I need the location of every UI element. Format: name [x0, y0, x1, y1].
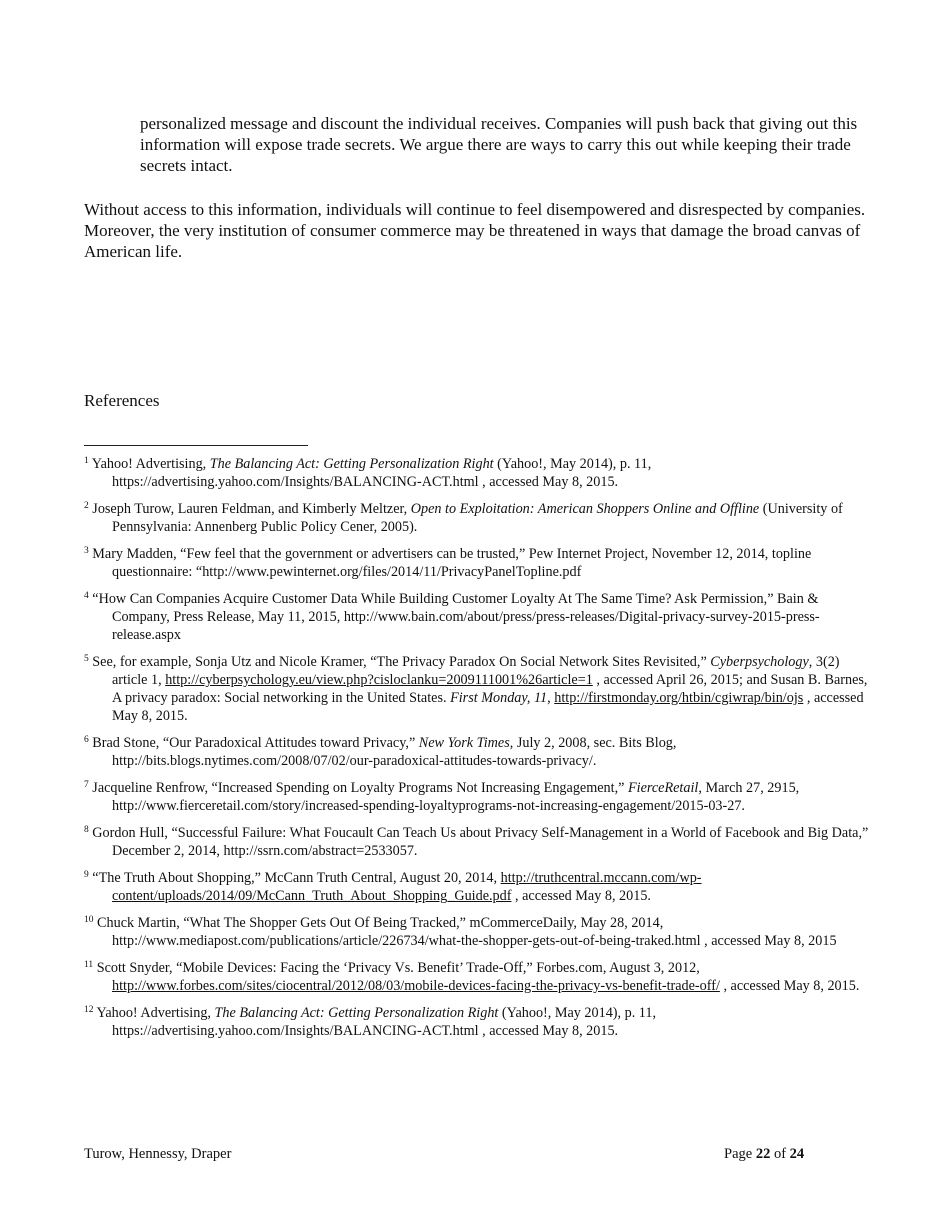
footnote-number: 5: [84, 654, 89, 664]
footnote-separator: [84, 445, 308, 446]
footnote-8: $^8$ Gordon Hull, “Successful Failure: What Foucault Can Teach Us about Privacy Self-Management in a World of Facebook and Big Data,” December 2, 2014, http://ssrn.com/abstract=2533057.: [84, 825, 869, 859]
reference-link[interactable]: http://truthcentral.mccann.com/wp-content/uploads/2014/09/McCann_Truth_About_Shopping_Guide.pdf: [112, 870, 702, 904]
reference-link[interactable]: http://cyberpsychology.eu/view.php?cisloclanku=2009111001%26article=1: [165, 672, 593, 688]
footer-authors: Turow, Hennessy, Draper: [84, 1146, 232, 1162]
reference-link[interactable]: http://www.forbes.com/sites/ciocentral/2012/08/03/mobile-devices-facing-the-privacy-vs-benefit-trade-off/: [112, 978, 720, 994]
footnote-5: $^5$ See, for example, Sonja Utz and Nicole Kramer, “The Privacy Paradox On Social Network Sites Revisited,” Cyberpsychology, 3(2) article 1, http://cyberpsychology.eu/view.php?cisloclanku=2009111001%26article=1 , accessed April 26, 2015; and Susan B. Barnes, A privacy paradox: Social networking in the United States. First Monday, 11, http://firstmonday.org/htbin/cgiwrap/bin/ojs , accessed May 8, 2015.: [84, 654, 868, 724]
footnote-number: 3: [84, 546, 89, 556]
footnote-12: $^{12}$ Yahoo! Advertising, The Balancing Act: Getting Personalization Right (Yahoo!, May 2014), p. 11, https://advertising.yahoo.com/Insights/BALANCING-ACT.html , accessed May 8, 2015.: [84, 1005, 657, 1039]
footnote-7: $^7$ Jacqueline Renfrow, “Increased Spending on Loyalty Programs Not Increasing Engagement,” FierceRetail, March 27, 2915, http://www.fierceretail.com/story/increased-spending-loyaltyprograms-not-increasing-engagement/2015-03-27.: [84, 780, 800, 814]
references-heading: References: [84, 391, 160, 410]
footnote-number: 4: [84, 591, 89, 601]
footnote-4: $^4$ “How Can Companies Acquire Customer Data While Building Customer Loyalty At The Same Time? Ask Permission,” Bain & Company, Press Release, May 11, 2015, http://www.bain.com/about/press/press-releases/Digital-privacy-survey-2015-press-release.aspx: [84, 591, 820, 643]
footnote-number: 11: [84, 960, 94, 970]
footnote-number: 12: [84, 1005, 94, 1015]
footnote-number: 7: [84, 780, 89, 790]
reference-link[interactable]: http://firstmonday.org/htbin/cgiwrap/bin/ojs: [554, 690, 804, 706]
footnote-number: 8: [84, 825, 89, 835]
footnotes-list: [84, 455, 874, 1049]
footer-page-number: Page 22 of 24: [724, 1146, 805, 1162]
footnote-number: 2: [84, 501, 89, 511]
footnote-number: 9: [84, 870, 89, 880]
footnote-10: $^{10}$ Chuck Martin, “What The Shopper Gets Out Of Being Tracked,” mCommerceDaily, May 28, 2014, http://www.mediapost.com/publications/article/226734/what-the-shopper-gets-out-of-being-traked.html , accessed May 8, 2015: [84, 915, 837, 949]
footnote-number: 10: [84, 915, 94, 925]
footnote-number: 1: [84, 456, 89, 466]
body-paragraph: Without access to this information, individuals will continue to feel disempowered and disrespected by companies. Moreover, the very institution of consumer commerce may be threatened in ways that damage the broad canvas of American life.: [84, 200, 866, 261]
footnote-3: $^3$ Mary Madden, “Few feel that the government or advertisers can be trusted,” Pew Internet Project, November 12, 2014, topline questionnaire: “http://www.pewinternet.org/files/2014/11/PrivacyPanelTopline.pdf: [84, 546, 812, 580]
footnote-6: $^6$ Brad Stone, “Our Paradoxical Attitudes toward Privacy,” New York Times, July 2, 2008, sec. Bits Blog, http://bits.blogs.nytimes.com/2008/07/02/our-paradoxical-attitudes-towards-privacy/.: [84, 735, 677, 769]
footnote-9: $^9$ “The Truth About Shopping,” McCann Truth Central, August 20, 2014, http://truthcentral.mccann.com/wp-content/uploads/2014/09/McCann_Truth_About_Shopping_Guide.pdf , accessed May 8, 2015.: [84, 870, 702, 904]
footnote-11: $^{11}$ Scott Snyder, “Mobile Devices: Facing the ‘Privacy Vs. Benefit’ Trade-Off,” Forbes.com, August 3, 2012, http://www.forbes.com/sites/ciocentral/2012/08/03/mobile-devices-facing-the-privacy-vs-benefit-trade-off/ , accessed May 8, 2015.: [84, 960, 860, 994]
footnote-number: 6: [84, 735, 89, 745]
footnote-1: $^1$ Yahoo! Advertising, The Balancing Act: Getting Personalization Right (Yahoo!, May 2014), p. 11, https://advertising.yahoo.com/Insights/BALANCING-ACT.html , accessed May 8, 2015.: [84, 456, 652, 490]
block-quote: personalized message and discount the individual receives. Companies will push back that giving out this information will expose trade secrets. We argue there are ways to carry this out while keeping their trade secrets intact.: [140, 114, 858, 175]
footnote-2: $^2$ Joseph Turow, Lauren Feldman, and Kimberly Meltzer, Open to Exploitation: American Shoppers Online and Offline (University of Pennsylvania: Annenberg Public Policy Cener, 2005).: [84, 501, 843, 535]
